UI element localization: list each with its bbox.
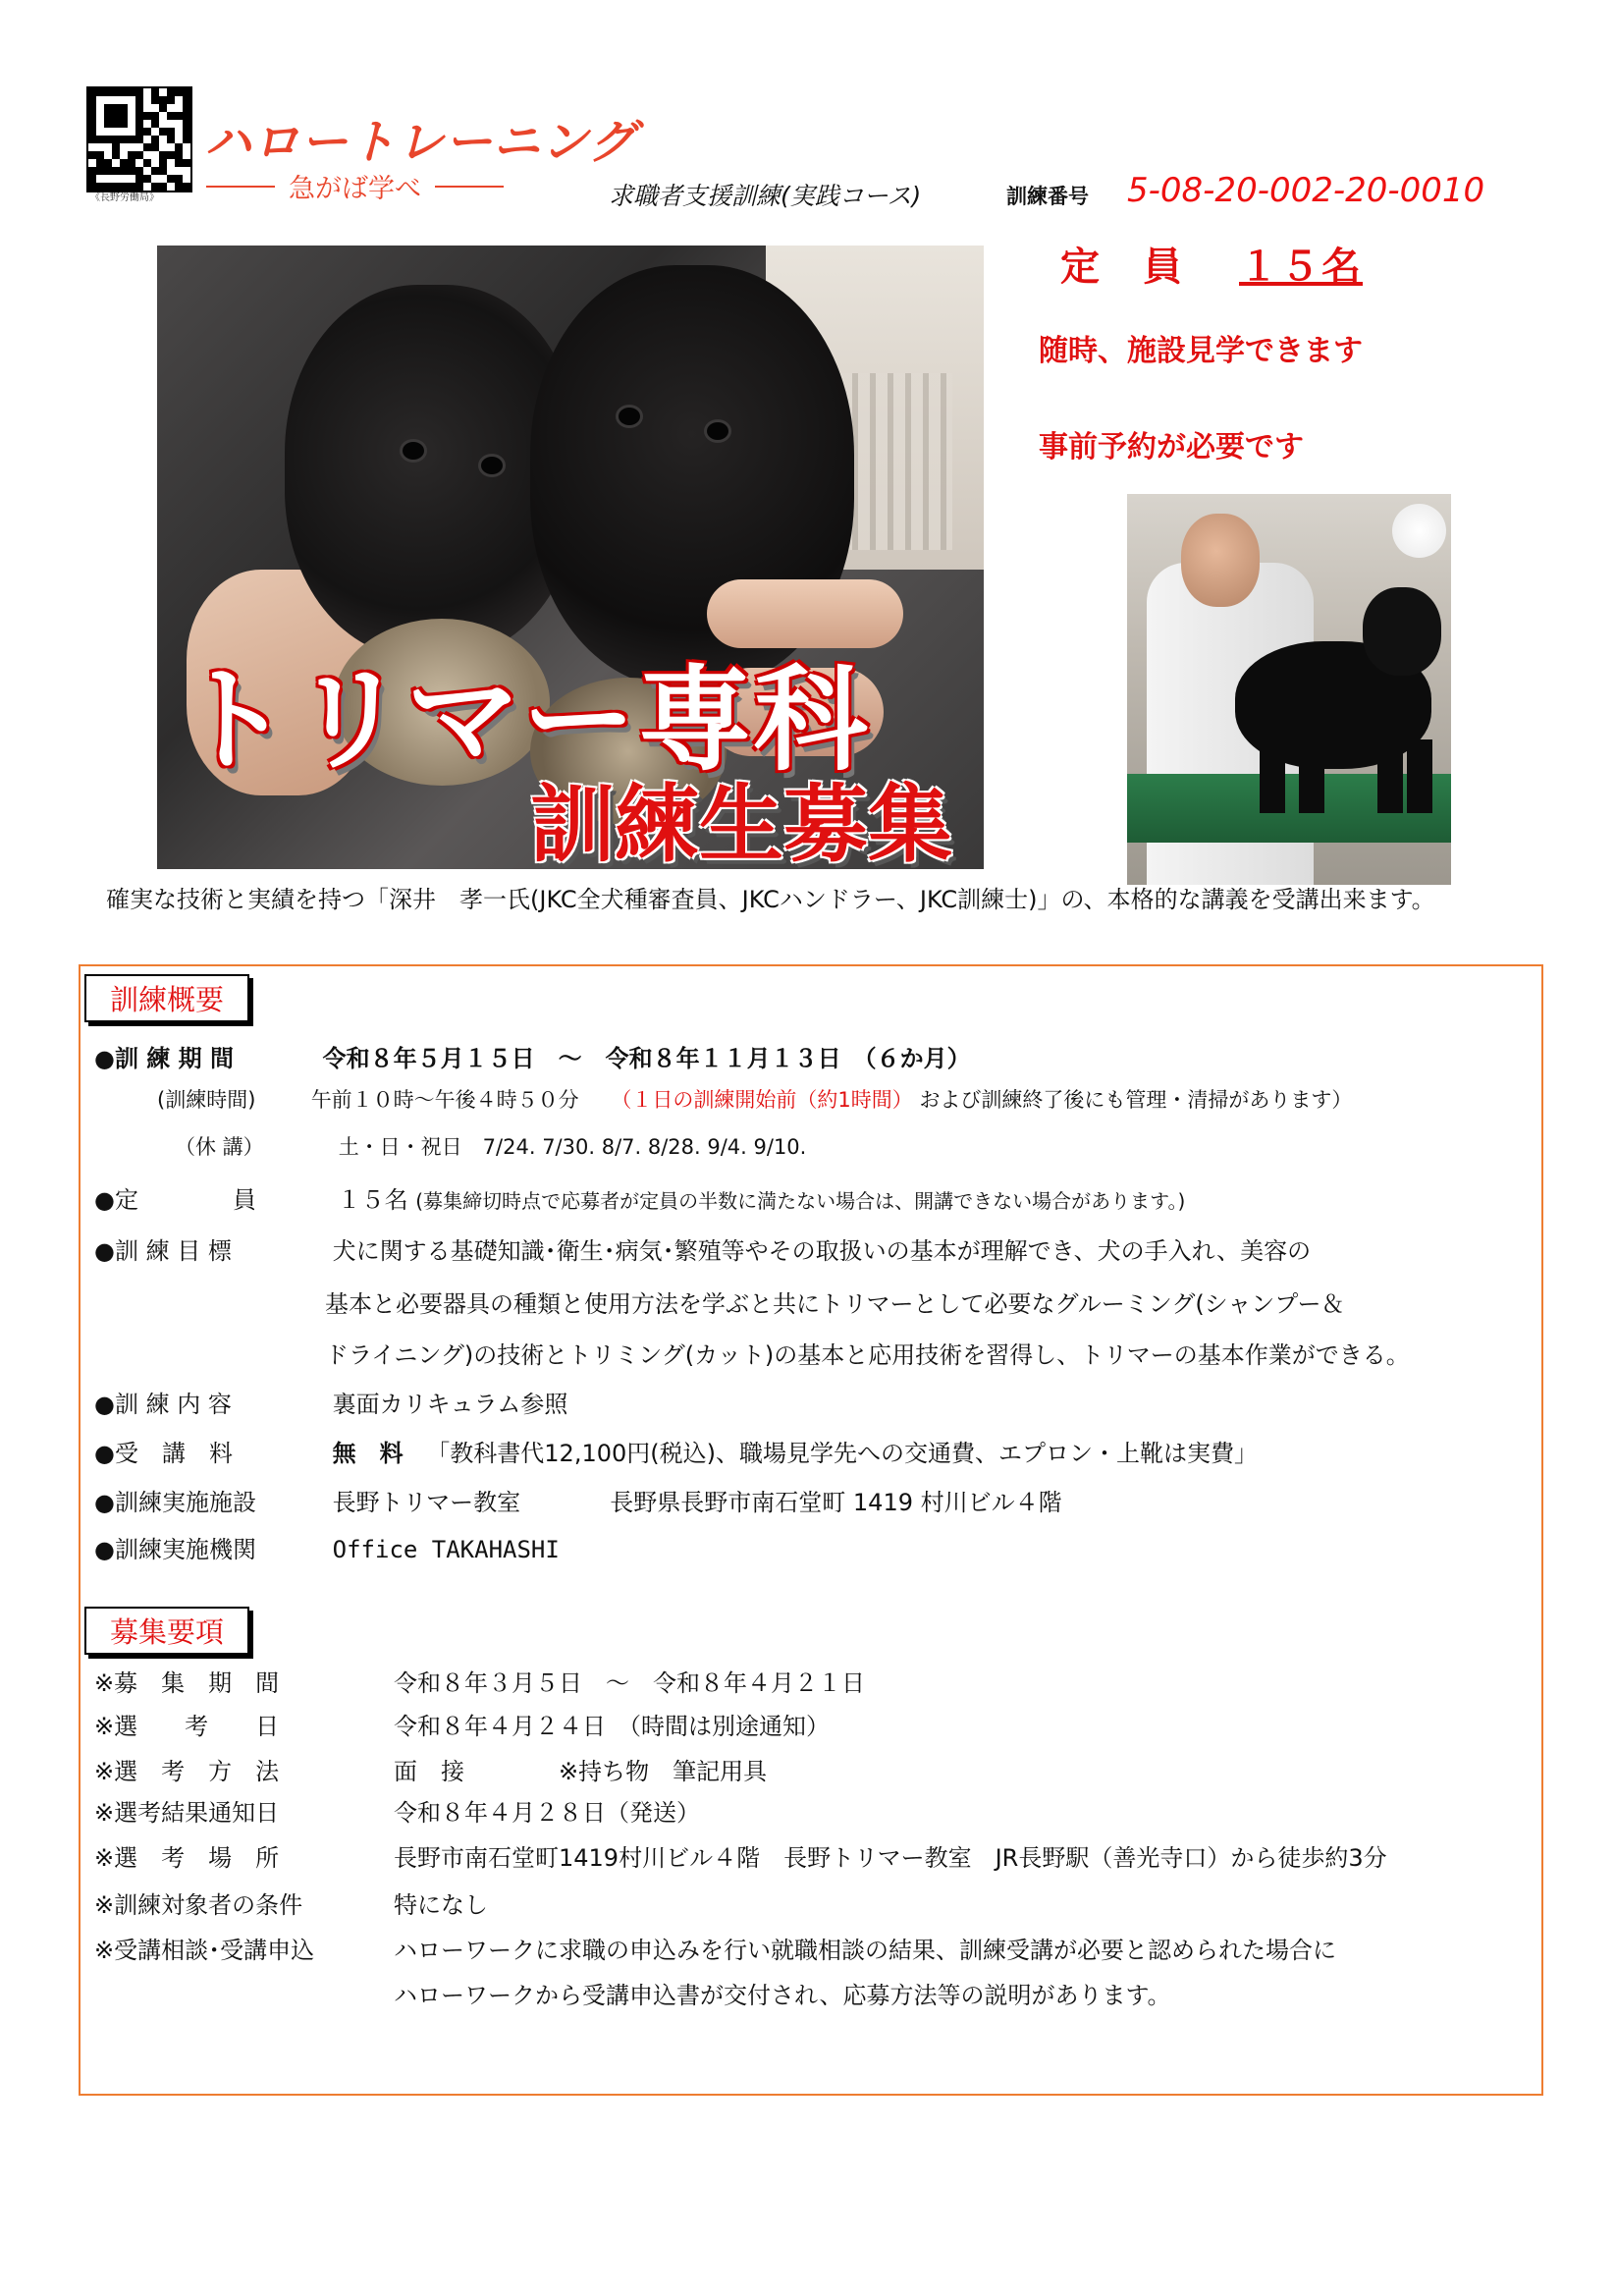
qr-module <box>159 104 167 112</box>
qr-module <box>151 167 159 175</box>
qr-module <box>112 143 120 151</box>
recruit-row <box>94 1838 1387 1873</box>
qr-module <box>112 175 120 183</box>
recruit-row-label: ※訓練対象者の条件 <box>94 1891 303 1919</box>
recruit-row-label: ※選 考 日 <box>94 1713 280 1740</box>
capacity-heading-label: 定 員 <box>1060 245 1184 290</box>
recruit-row-value: ハローワークから受講申込書が交付され、応募方法等の説明があります。 <box>394 1982 1171 2009</box>
qr-module <box>112 167 120 175</box>
qr-module <box>88 88 96 96</box>
poodle-leg <box>1407 739 1432 813</box>
qr-module <box>143 112 151 120</box>
recruit-row <box>94 1886 488 1920</box>
recruit-row-label: ※受講相談･受講申込 <box>94 1937 315 1964</box>
facility-address: 長野県長野市南石堂町 1419 村川ビル４階 <box>610 1489 1062 1516</box>
qr-module <box>167 175 175 183</box>
qr-module <box>120 120 128 128</box>
recruit-row-label: ※選 考 場 所 <box>94 1844 280 1872</box>
qr-module <box>135 143 143 151</box>
fee-row <box>94 1434 1258 1468</box>
qr-module <box>183 96 190 104</box>
qr-module <box>159 159 167 167</box>
recruit-row <box>94 1793 700 1828</box>
qr-module <box>183 167 190 175</box>
intro-text: 確実な技術と実績を持つ「深井 孝一氏(JKC全犬種審査員、JKCハンドラー、JKC訓練士)」の、本格的な講義を受講出来ます。 <box>106 886 1435 913</box>
recruit-row-label: ※選 考 方 法 <box>94 1758 280 1785</box>
recruit-row <box>94 1707 830 1741</box>
qr-module <box>128 175 135 183</box>
qr-module <box>135 96 143 104</box>
qr-module <box>135 88 143 96</box>
period-label: ●訓 練 期 間 <box>94 1045 235 1072</box>
qr-module <box>96 143 104 151</box>
trimmer-head <box>1181 514 1260 607</box>
qr-module <box>175 136 183 143</box>
recruit-row-value: 令和８年４月２４日 （時間は別途通知） <box>394 1713 830 1740</box>
qr-module <box>183 183 190 191</box>
org-row <box>94 1530 560 1564</box>
recruit-section-label: 募集要項 <box>84 1607 249 1655</box>
qr-module <box>112 128 120 136</box>
brand-tagline <box>206 167 504 205</box>
qr-module <box>128 120 135 128</box>
qr-module <box>88 143 96 151</box>
qr-module <box>151 112 159 120</box>
qr-module <box>120 96 128 104</box>
fee-note: 「教科書代12,100円(税込)、職場見学先への交通費、エプロン・上靴は実費」 <box>426 1440 1258 1467</box>
qr-module <box>151 88 159 96</box>
puppies-photo <box>157 246 984 869</box>
qr-module <box>104 151 112 159</box>
poodle-head <box>1363 587 1441 676</box>
tagline-text: 急がば学べ <box>289 174 421 204</box>
qr-module <box>128 88 135 96</box>
qr-module <box>112 151 120 159</box>
qr-module <box>128 104 135 112</box>
qr-module <box>151 159 159 167</box>
qr-module <box>167 159 175 167</box>
qr-module <box>104 88 112 96</box>
content-row <box>94 1385 567 1419</box>
qr-module <box>175 175 183 183</box>
qr-module <box>128 167 135 175</box>
qr-module <box>104 120 112 128</box>
qr-module <box>167 128 175 136</box>
qr-module <box>120 175 128 183</box>
qr-module <box>135 104 143 112</box>
qr-module <box>120 104 128 112</box>
qr-module <box>183 151 190 159</box>
capacity-label: ●定 員 <box>94 1186 256 1214</box>
hours-note-red: （１日の訓練開始前（約1時間） <box>611 1088 913 1112</box>
course-number: 5-08-20-002-20-0010 <box>1127 171 1485 210</box>
qr-module <box>159 167 167 175</box>
hero-subtitle: 訓練生募集 <box>530 776 952 869</box>
qr-module <box>175 120 183 128</box>
period-row <box>94 1039 971 1073</box>
qr-module <box>183 120 190 128</box>
period-value: 令和８年５月１５日 ～ 令和８年１１月１３日 （６か月） <box>322 1045 971 1072</box>
qr-module <box>135 128 143 136</box>
qr-module <box>104 159 112 167</box>
content-label: ●訓 練 内 容 <box>94 1391 232 1418</box>
hours-note: および訓練終了後にも管理・清掃があります） <box>919 1088 1353 1112</box>
qr-module <box>183 136 190 143</box>
puppy-eye <box>707 422 728 440</box>
recruit-row-label: ※選考結果通知日 <box>94 1799 280 1827</box>
facility-name: 長野トリマー教室 <box>332 1489 521 1516</box>
qr-module <box>104 128 112 136</box>
capacity-heading <box>1060 236 1363 292</box>
qr-caption: 《長野労働局》 <box>90 192 159 203</box>
qr-module <box>143 104 151 112</box>
recruit-row-value: 令和８年３月５日 ～ 令和８年４月２１日 <box>394 1669 865 1697</box>
holidays-value: 土・日・祝日 7/24. 7/30. 8/7. 8/28. 9/4. 9/10. <box>338 1135 807 1159</box>
qr-module <box>167 104 175 112</box>
qr-module <box>88 104 96 112</box>
qr-module <box>135 151 143 159</box>
qr-module <box>175 143 183 151</box>
capacity-note: (募集締切時点で応募者が定員の半数に満たない場合は、開講できない場合があります。) <box>415 1189 1186 1213</box>
puppy-eye <box>619 408 640 425</box>
qr-module <box>96 167 104 175</box>
qr-module <box>183 175 190 183</box>
qr-module <box>120 88 128 96</box>
qr-module <box>151 143 159 151</box>
qr-module <box>96 151 104 159</box>
capacity-value: １５名 <box>337 1186 408 1214</box>
brand-logo: ハロートレーニング <box>204 115 637 170</box>
puppy-eye <box>403 442 424 460</box>
qr-module <box>96 175 104 183</box>
qr-module <box>143 96 151 104</box>
qr-module <box>167 136 175 143</box>
qr-module <box>104 175 112 183</box>
qr-module <box>151 96 159 104</box>
qr-module <box>96 112 104 120</box>
qr-module <box>128 136 135 143</box>
hours-row <box>157 1084 1352 1114</box>
poodle-leg <box>1299 739 1324 813</box>
qr-module <box>128 112 135 120</box>
course-number-label: 訓練番号 <box>1006 185 1089 208</box>
qr-module <box>96 128 104 136</box>
qr-module <box>88 128 96 136</box>
poodle-leg <box>1377 739 1403 813</box>
qr-module <box>128 151 135 159</box>
recruit-row-value: 長野市南石堂町1419村川ビル４階 長野トリマー教室 JR長野駅（善光寺口）から徒歩約3分 <box>394 1844 1387 1872</box>
recruit-row <box>94 1752 767 1786</box>
hero-title: トリマー専科 <box>177 654 870 787</box>
goal-line-2: 基本と必要器具の種類と使用方法を学ぶと共にトリマーとして必要なグルーミング(シャンプー＆ <box>325 1290 1345 1318</box>
qr-module <box>151 136 159 143</box>
goal-line-3: ドライニング)の技術とトリミング(カット)の基本と応用技術を習得し、トリマーの基本作業ができる。 <box>325 1341 1410 1369</box>
qr-module <box>159 120 167 128</box>
qr-module <box>104 112 112 120</box>
qr-module <box>167 151 175 159</box>
qr-module <box>151 104 159 112</box>
qr-module <box>159 143 167 151</box>
qr-module <box>159 96 167 104</box>
qr-module <box>112 104 120 112</box>
qr-module <box>88 159 96 167</box>
holidays-row <box>175 1131 806 1161</box>
qr-module <box>143 167 151 175</box>
qr-module <box>120 159 128 167</box>
qr-module <box>135 175 143 183</box>
qr-module <box>120 128 128 136</box>
qr-module <box>151 175 159 183</box>
trimmer-photo <box>1127 494 1451 885</box>
recruit-row-value: 令和８年４月２８日（発送） <box>394 1799 700 1827</box>
qr-module <box>175 104 183 112</box>
qr-module <box>128 143 135 151</box>
poodle-leg <box>1260 739 1285 813</box>
goal-row <box>94 1231 1311 1266</box>
qr-module <box>175 112 183 120</box>
qr-module <box>159 151 167 159</box>
qr-module <box>143 159 151 167</box>
hours-label: (訓練時間) <box>157 1088 256 1112</box>
org-value: Office TAKAHASHI <box>332 1536 560 1563</box>
qr-module <box>159 112 167 120</box>
qr-module <box>128 96 135 104</box>
recruit-row <box>94 1976 1171 2010</box>
qr-module <box>112 120 120 128</box>
qr-module <box>104 143 112 151</box>
qr-module <box>96 88 104 96</box>
qr-module <box>104 136 112 143</box>
qr-module <box>88 167 96 175</box>
qr-module <box>120 143 128 151</box>
tagline-rule-right <box>435 186 504 188</box>
photo-lamp <box>1392 504 1446 558</box>
visit-note: 随時、施設見学できます <box>1039 334 1363 368</box>
qr-module <box>167 143 175 151</box>
recruit-row-value: ハローワークに求職の申込みを行い就職相談の結果、訓練受講が必要と認められた場合に <box>394 1937 1336 1964</box>
qr-module <box>183 112 190 120</box>
qr-module <box>104 104 112 112</box>
qr-module <box>120 112 128 120</box>
qr-module <box>88 112 96 120</box>
qr-module <box>159 183 167 191</box>
overview-section-label: 訓練概要 <box>84 974 249 1022</box>
qr-module <box>159 128 167 136</box>
qr-module <box>183 104 190 112</box>
qr-module <box>183 88 190 96</box>
qr-module <box>167 96 175 104</box>
capacity-row <box>94 1180 1185 1215</box>
qr-module <box>88 175 96 183</box>
qr-module <box>135 167 143 175</box>
facility-row <box>94 1483 1062 1517</box>
qr-module <box>167 120 175 128</box>
qr-module <box>175 151 183 159</box>
reservation-note: 事前予約が必要です <box>1039 430 1304 465</box>
qr-module <box>128 159 135 167</box>
qr-code <box>86 86 192 192</box>
recruit-row-value: 面 接 ※持ち物 筆記用具 <box>394 1758 768 1785</box>
qr-module <box>175 167 183 175</box>
qr-module <box>120 167 128 175</box>
qr-module <box>175 128 183 136</box>
qr-module <box>96 96 104 104</box>
qr-module <box>143 128 151 136</box>
qr-module <box>112 96 120 104</box>
qr-module <box>120 151 128 159</box>
qr-module <box>175 159 183 167</box>
qr-module <box>151 128 159 136</box>
qr-module <box>167 183 175 191</box>
qr-module <box>175 96 183 104</box>
qr-module <box>128 128 135 136</box>
qr-module <box>88 136 96 143</box>
qr-module <box>167 112 175 120</box>
qr-module <box>175 88 183 96</box>
org-label: ●訓練実施機関 <box>94 1536 256 1563</box>
recruit-row-value: 特になし <box>394 1891 488 1919</box>
qr-module <box>167 88 175 96</box>
hours-value: 午前１０時～午後４時５０分 <box>310 1088 579 1112</box>
recruit-row <box>94 1664 865 1698</box>
qr-module <box>183 143 190 151</box>
qr-module <box>151 151 159 159</box>
qr-module <box>167 167 175 175</box>
qr-module <box>104 167 112 175</box>
qr-module <box>88 96 96 104</box>
qr-module <box>159 136 167 143</box>
qr-module <box>143 175 151 183</box>
recruit-row-label: ※募 集 期 間 <box>94 1669 280 1697</box>
facility-label: ●訓練実施施設 <box>94 1489 256 1516</box>
goal-line-1: 犬に関する基礎知識･衛生･病気･繁殖等やその取扱いの基本が理解でき、犬の手入れ、美容の <box>332 1237 1312 1265</box>
qr-module <box>143 151 151 159</box>
qr-module <box>159 88 167 96</box>
qr-module <box>135 120 143 128</box>
holidays-label: （休 講） <box>175 1135 264 1159</box>
puppy-eye <box>481 457 503 474</box>
qr-module <box>88 120 96 128</box>
qr-module <box>143 136 151 143</box>
qr-module <box>159 175 167 183</box>
qr-module <box>96 136 104 143</box>
fee-value: 無 料 <box>332 1440 404 1467</box>
qr-module <box>135 112 143 120</box>
qr-module <box>112 136 120 143</box>
qr-module <box>151 120 159 128</box>
content-value: 裏面カリキュラム参照 <box>332 1391 568 1418</box>
qr-module <box>135 159 143 167</box>
qr-module <box>88 151 96 159</box>
qr-module <box>120 136 128 143</box>
qr-module <box>112 112 120 120</box>
fee-label: ●受 講 料 <box>94 1440 233 1467</box>
qr-module <box>104 96 112 104</box>
qr-module <box>96 159 104 167</box>
qr-module <box>135 136 143 143</box>
qr-module <box>143 120 151 128</box>
tagline-rule-left <box>206 186 275 188</box>
qr-module <box>96 120 104 128</box>
qr-module <box>175 183 183 191</box>
qr-module <box>143 143 151 151</box>
course-type: 求職者支援訓練(実践コース) <box>609 182 922 210</box>
qr-module <box>112 159 120 167</box>
qr-module <box>96 104 104 112</box>
qr-module <box>183 159 190 167</box>
qr-module <box>112 88 120 96</box>
qr-module <box>143 88 151 96</box>
qr-module <box>183 128 190 136</box>
goal-label: ●訓 練 目 標 <box>94 1237 232 1265</box>
recruit-row <box>94 1931 1336 1965</box>
capacity-heading-value: １５名 <box>1239 245 1363 290</box>
